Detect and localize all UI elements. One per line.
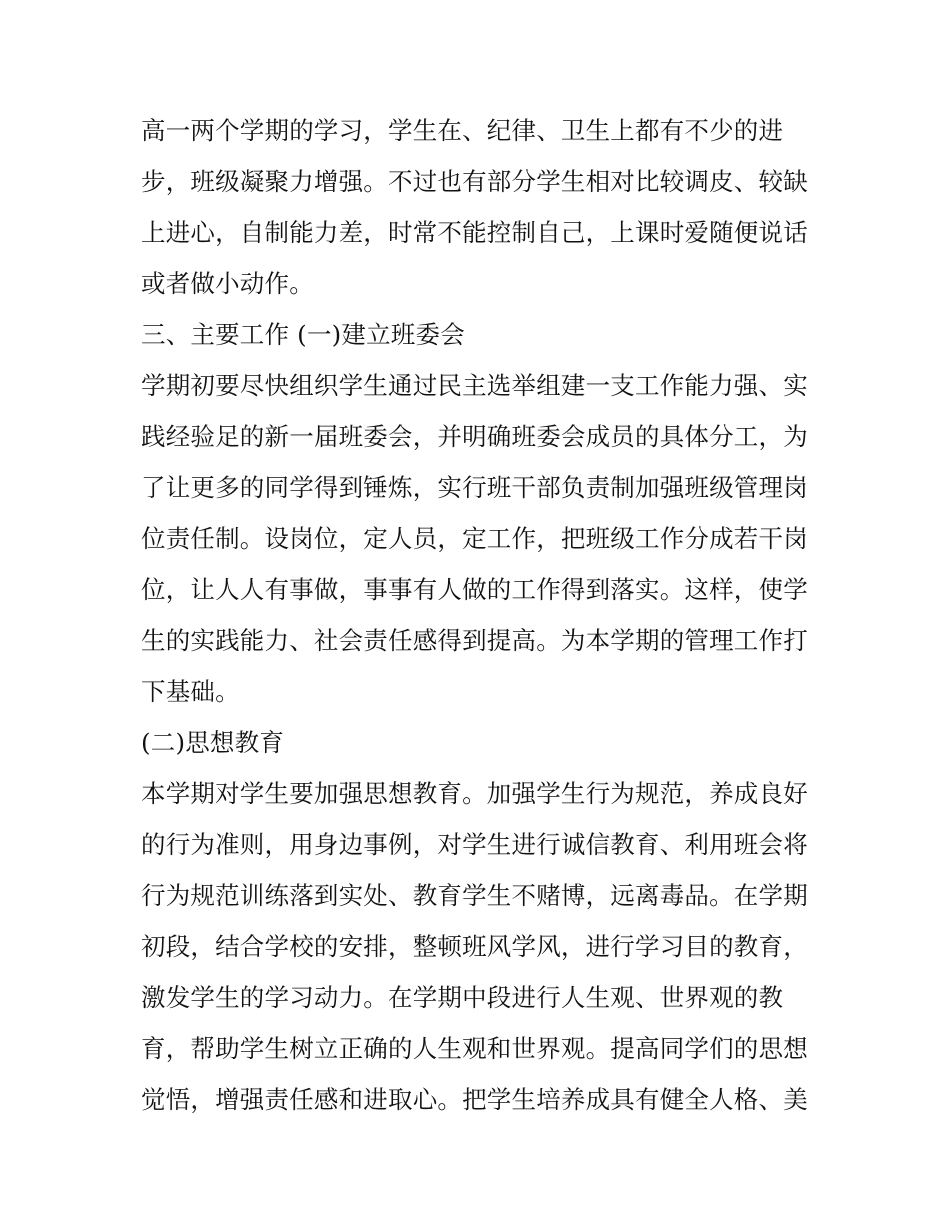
text-line: 位责任制。设岗位，定人员，定工作，把班级工作分成若干岗 xyxy=(141,524,808,553)
text-line: 位，让人人有事做，事事有人做的工作得到落实。这样，使学 xyxy=(141,575,808,604)
text-line: 践经验足的新一届班委会，并明确班委会成员的具体分工，为 xyxy=(141,422,808,451)
text-line: 行为规范训练落到实处、教育学生不赌博，远离毒品。在学期 xyxy=(141,881,808,910)
text-line: 的行为准则，用身边事例，对学生进行诚信教育、利用班会将 xyxy=(141,830,808,859)
text-line: 激发学生的学习动力。在学期中段进行人生观、世界观的教 xyxy=(141,983,784,1012)
document-body xyxy=(141,105,821,1125)
text-line: 育，帮助学生树立正确的人生观和世界观。提高同学们的思想 xyxy=(141,1034,808,1063)
text-line: 步，班级凝聚力增强。不过也有部分学生相对比较调皮、较缺 xyxy=(141,167,808,196)
subsection-heading: (二)思想教育 xyxy=(141,728,285,757)
text-line: 或者做小动作。 xyxy=(141,269,314,298)
text-line: 了让更多的同学得到锤炼，实行班干部负责制加强班级管理岗 xyxy=(141,473,808,502)
text-line: 初段，结合学校的安排，整顿班风学风，进行学习目的教育， xyxy=(141,932,808,961)
text-line: 生的实践能力、社会责任感得到提高。为本学期的管理工作打 xyxy=(141,626,808,655)
text-line: 学期初要尽快组织学生通过民主选举组建一支工作能力强、实 xyxy=(141,371,808,400)
text-line: 觉悟，增强责任感和进取心。把学生培养成具有健全人格、美 xyxy=(141,1085,808,1114)
text-line: 上进心，自制能力差，时常不能控制自己，上课时爱随便说话 xyxy=(141,218,808,247)
text-line: 本学期对学生要加强思想教育。加强学生行为规范，养成良好 xyxy=(141,779,808,808)
text-line: 下基础。 xyxy=(141,677,240,706)
text-line: 高一两个学期的学习，学生在、纪律、卫生上都有不少的进 xyxy=(141,116,784,145)
section-heading: 三、主要工作 (一)建立班委会 xyxy=(141,320,465,349)
